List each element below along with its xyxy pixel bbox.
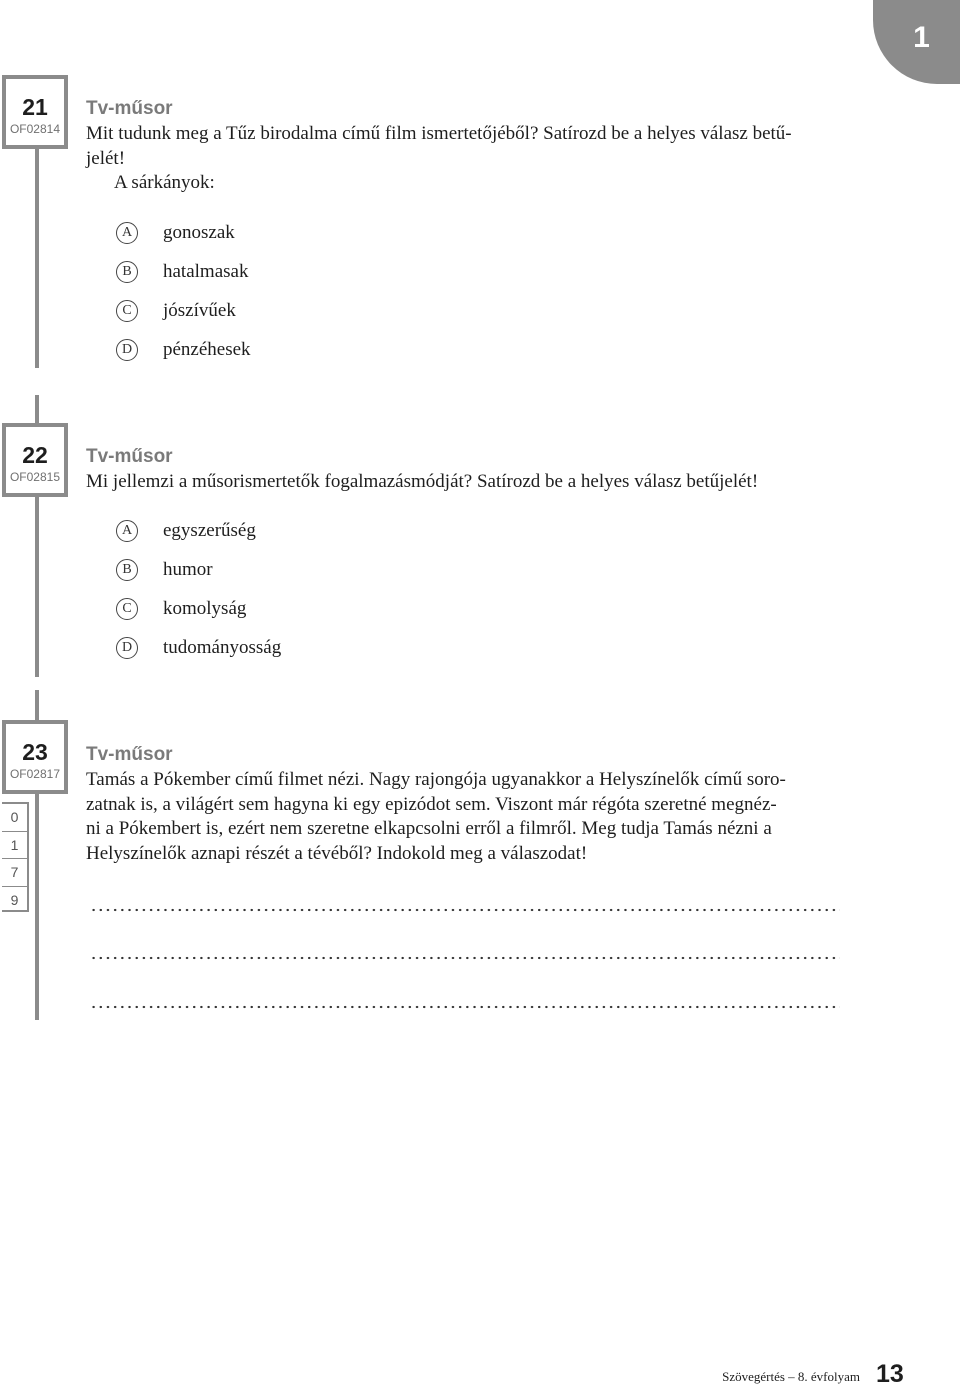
option-letter: B bbox=[116, 559, 138, 581]
option-letter: A bbox=[116, 222, 138, 244]
question-number-box bbox=[2, 423, 68, 497]
question-text: Mit tudunk meg a Tűz birodalma című film ismertetőjéből? Satírozd be a helyes válasz betű- jelét! bbox=[86, 123, 792, 169]
option-letter: B bbox=[116, 261, 138, 283]
question-subprompt: A sárkányok: bbox=[114, 172, 215, 193]
page-number: 13 bbox=[876, 1360, 904, 1388]
question-number: 21 bbox=[22, 94, 48, 120]
question-code: OF02817 bbox=[9, 767, 61, 781]
question-number: 22 bbox=[22, 442, 48, 468]
option-c[interactable] bbox=[116, 597, 246, 621]
question-code: OF02815 bbox=[9, 470, 61, 484]
question-number: 23 bbox=[22, 739, 48, 765]
answer-line[interactable] bbox=[90, 956, 840, 960]
question-number-box bbox=[2, 720, 68, 794]
option-text: komolyság bbox=[163, 598, 247, 619]
option-b[interactable] bbox=[116, 558, 213, 582]
question-label: Tv-műsor bbox=[86, 98, 173, 119]
question-text: Tamás a Pókember című filmet nézi. Nagy rajongója ugyanakkor a Helyszínelők című soro- zatnak is, a világért sem hagyna ki egy epizódot sem. Viszont már régóta szeretné megnéz- ni a Pókembert is, ezért nem szeretne elkapcsolni erről a filmről. Meg tudja Tamás nézni a Helyszínelők aznapi részét a tévéből? Indokold meg a válaszodat! bbox=[86, 769, 786, 864]
score-code[interactable]: 0 bbox=[2, 804, 27, 832]
score-code[interactable]: 1 bbox=[2, 832, 27, 860]
option-letter: D bbox=[116, 637, 138, 659]
question-number-box bbox=[2, 75, 68, 149]
question-code: OF02814 bbox=[9, 122, 61, 136]
option-b[interactable] bbox=[116, 260, 248, 284]
chapter-tab: 1 bbox=[873, 0, 960, 84]
option-text: hatalmasak bbox=[163, 261, 249, 282]
answer-line[interactable] bbox=[90, 1005, 840, 1009]
option-letter: A bbox=[116, 520, 138, 542]
option-text: tudományosság bbox=[163, 637, 282, 658]
option-d[interactable] bbox=[116, 338, 251, 362]
question-label: Tv-műsor bbox=[86, 744, 173, 765]
option-text: pénzéhesek bbox=[163, 339, 251, 360]
option-letter: D bbox=[116, 339, 138, 361]
option-text: jószívűek bbox=[163, 300, 236, 321]
footer-text: Szövegértés – 8. évfolyam bbox=[722, 1369, 860, 1384]
score-code[interactable]: 9 bbox=[10, 891, 19, 908]
option-a[interactable] bbox=[116, 221, 235, 245]
option-d[interactable] bbox=[116, 636, 281, 660]
question-text: Mi jellemzi a műsorismertetők fogalmazásmódját? Satírozd be a helyes válasz betűjelét! bbox=[86, 471, 759, 492]
score-box bbox=[2, 802, 29, 912]
option-text: egyszerűség bbox=[163, 520, 256, 541]
option-text: humor bbox=[163, 559, 213, 580]
answer-line[interactable] bbox=[90, 908, 840, 912]
option-c[interactable] bbox=[116, 299, 236, 323]
question-label: Tv-műsor bbox=[86, 446, 173, 467]
option-letter: C bbox=[116, 598, 138, 620]
option-letter: C bbox=[116, 300, 138, 322]
option-a[interactable] bbox=[116, 519, 256, 543]
option-text: gonoszak bbox=[163, 222, 235, 243]
score-code[interactable]: 7 bbox=[2, 859, 27, 887]
